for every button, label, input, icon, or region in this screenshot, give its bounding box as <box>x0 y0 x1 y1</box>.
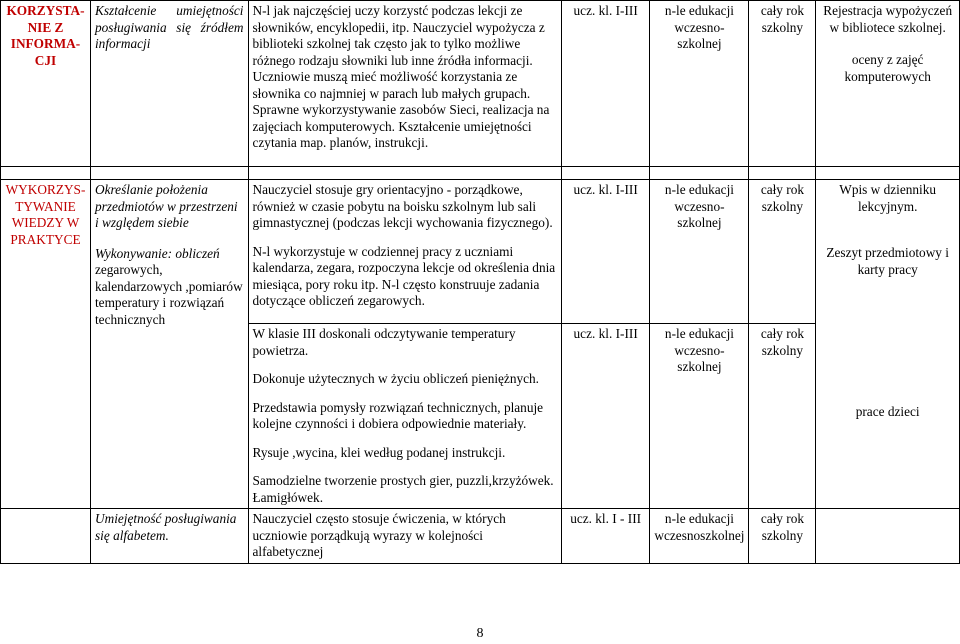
evaluation-text: Zeszyt przedmiotowy i karty pracy <box>826 245 949 277</box>
responsible-text: n-le edukacji wczesno-szkolnej <box>664 326 734 374</box>
skill-text: Umiejętność posługiwania się alfabetem. <box>94 511 237 543</box>
grades-text: ucz. kl. I-III <box>573 326 638 341</box>
activity-text: Przedstawia pomysły rozwiązań technicznych, planuje kolejne czynności i dobiera odpowiednie materiały. <box>252 399 544 431</box>
section-empty <box>1 509 91 564</box>
responsible-cell <box>650 180 749 324</box>
grades-text: ucz. kl. I - III <box>570 511 642 526</box>
activities-cell <box>248 509 561 564</box>
term-cell <box>749 1 816 167</box>
skill-cell <box>90 1 248 167</box>
evaluation-cell <box>816 180 960 509</box>
activity-text: W klasie III doskonali odczytywanie temperatury powietrza. <box>252 326 516 358</box>
responsible-text: n-le edukacji wczesno-szkolnej <box>664 3 734 51</box>
grades-text: ucz. kl. I-III <box>573 3 638 18</box>
responsible-cell <box>650 1 749 167</box>
row-alfabet <box>1 509 960 564</box>
activity-text: Nauczyciel często stosuje ćwiczenia, w których uczniowie porządkują wyrazy w kolejności alfabetycznej <box>252 511 506 559</box>
evaluation-text: oceny z zajęć komputerowych <box>844 52 931 84</box>
term-cell <box>749 509 816 564</box>
row-wykorzystywanie <box>1 180 960 324</box>
evaluation-text: prace dzieci <box>855 404 920 419</box>
grades-cell <box>561 180 650 324</box>
activities-text: N-l jak najczęściej uczy korzystć podczas lekcji ze słowników, encyklopedii, itp. Nauczyciel wypożycza z biblioteki szkolnej tak często jak to tylko możliwe różnego rodzaju słowniki lub inne źródła informacji. Uczniowie muszą mieć możliwość korzystania ze słownika co najmniej w parach lub małych grupach. Sprawne wykorzystywanie zasobów Sieci, realizacja na zajęciach komputerowych. Kształcenie umiejętności czytania map. planów, instrukcji. <box>252 3 550 150</box>
evaluation-text: Rejestracja wypożyczeń w bibliotece szkolnej. <box>823 3 953 35</box>
activities-cell <box>248 1 561 167</box>
term-cell <box>749 324 816 509</box>
skill-text: Wykonywanie: obliczeń <box>94 245 220 261</box>
activity-text: N-l wykorzystuje w codziennej pracy z uczniami kalendarza, zegara, rozpoczyna lekcje od określenia dnia miesiąca, pory roku itp. N-l często konstruuje zadania dotyczące obliczeń zegarowych. <box>252 243 556 308</box>
activity-text: Dokonuje użytecznych w życiu obliczeń pieniężnych. <box>252 371 540 386</box>
evaluation-empty <box>816 509 960 564</box>
term-text: cały rok szkolny <box>760 3 805 35</box>
term-text: cały rok szkolny <box>760 182 805 214</box>
evaluation-text: Wpis w dzienniku lekcyjnym. <box>839 182 937 214</box>
activity-text: Samodzielne tworzenie prostych gier, puzzli,krzyżówek. Łamigłówek. <box>252 473 554 505</box>
responsible-cell <box>650 509 749 564</box>
activity-text: Rysuje ,wycina, klei według podanej instrukcji. <box>252 444 506 460</box>
skill-cell <box>90 180 248 509</box>
grades-cell <box>561 509 650 564</box>
row-korzystanie <box>1 1 960 167</box>
section-label: WYKORZYS-TYWANIE WIEDZY W PRAKTYCE <box>5 182 86 247</box>
skill-cell <box>90 509 248 564</box>
grades-cell <box>561 1 650 167</box>
skill-text: zegarowych, kalendarzowych ,pomiarów temperatury i rozwiązań technicznych <box>94 262 243 327</box>
grades-text: ucz. kl. I-III <box>573 182 638 197</box>
activities-cell <box>248 180 561 324</box>
skill-text: Kształcenie umiejętności posługiwania się źródłem informacji <box>94 3 244 51</box>
section-korzystanie-z-informacji <box>1 1 91 167</box>
responsible-text: n-le edukacji wczesno-szkolnej <box>664 182 734 230</box>
activities-cell <box>248 324 561 509</box>
section-label: KORZYSTA-NIE Z INFORMA-CJI <box>6 3 85 68</box>
term-text: cały rok szkolny <box>760 511 805 543</box>
term-text: cały rok szkolny <box>760 326 805 358</box>
page-number: 8 <box>476 626 484 641</box>
evaluation-cell <box>816 1 960 167</box>
term-cell <box>749 180 816 324</box>
skill-text: Określanie położenia przedmiotów w przestrzeni i względem siebie <box>94 182 238 230</box>
section-wykorzystywanie-wiedzy <box>1 180 91 509</box>
activity-text: Nauczyciel stosuje gry orientacyjno - porządkowe, również w czasie pobytu na boisku szkolnym lub sali gimnastycznej (podczas lekcji wychowania fizycznego). <box>252 182 553 230</box>
responsible-cell <box>650 324 749 509</box>
grades-cell <box>561 324 650 509</box>
row-spacer <box>1 167 960 180</box>
responsible-text: n-le edukacji wczesnoszkolnej <box>654 511 745 543</box>
